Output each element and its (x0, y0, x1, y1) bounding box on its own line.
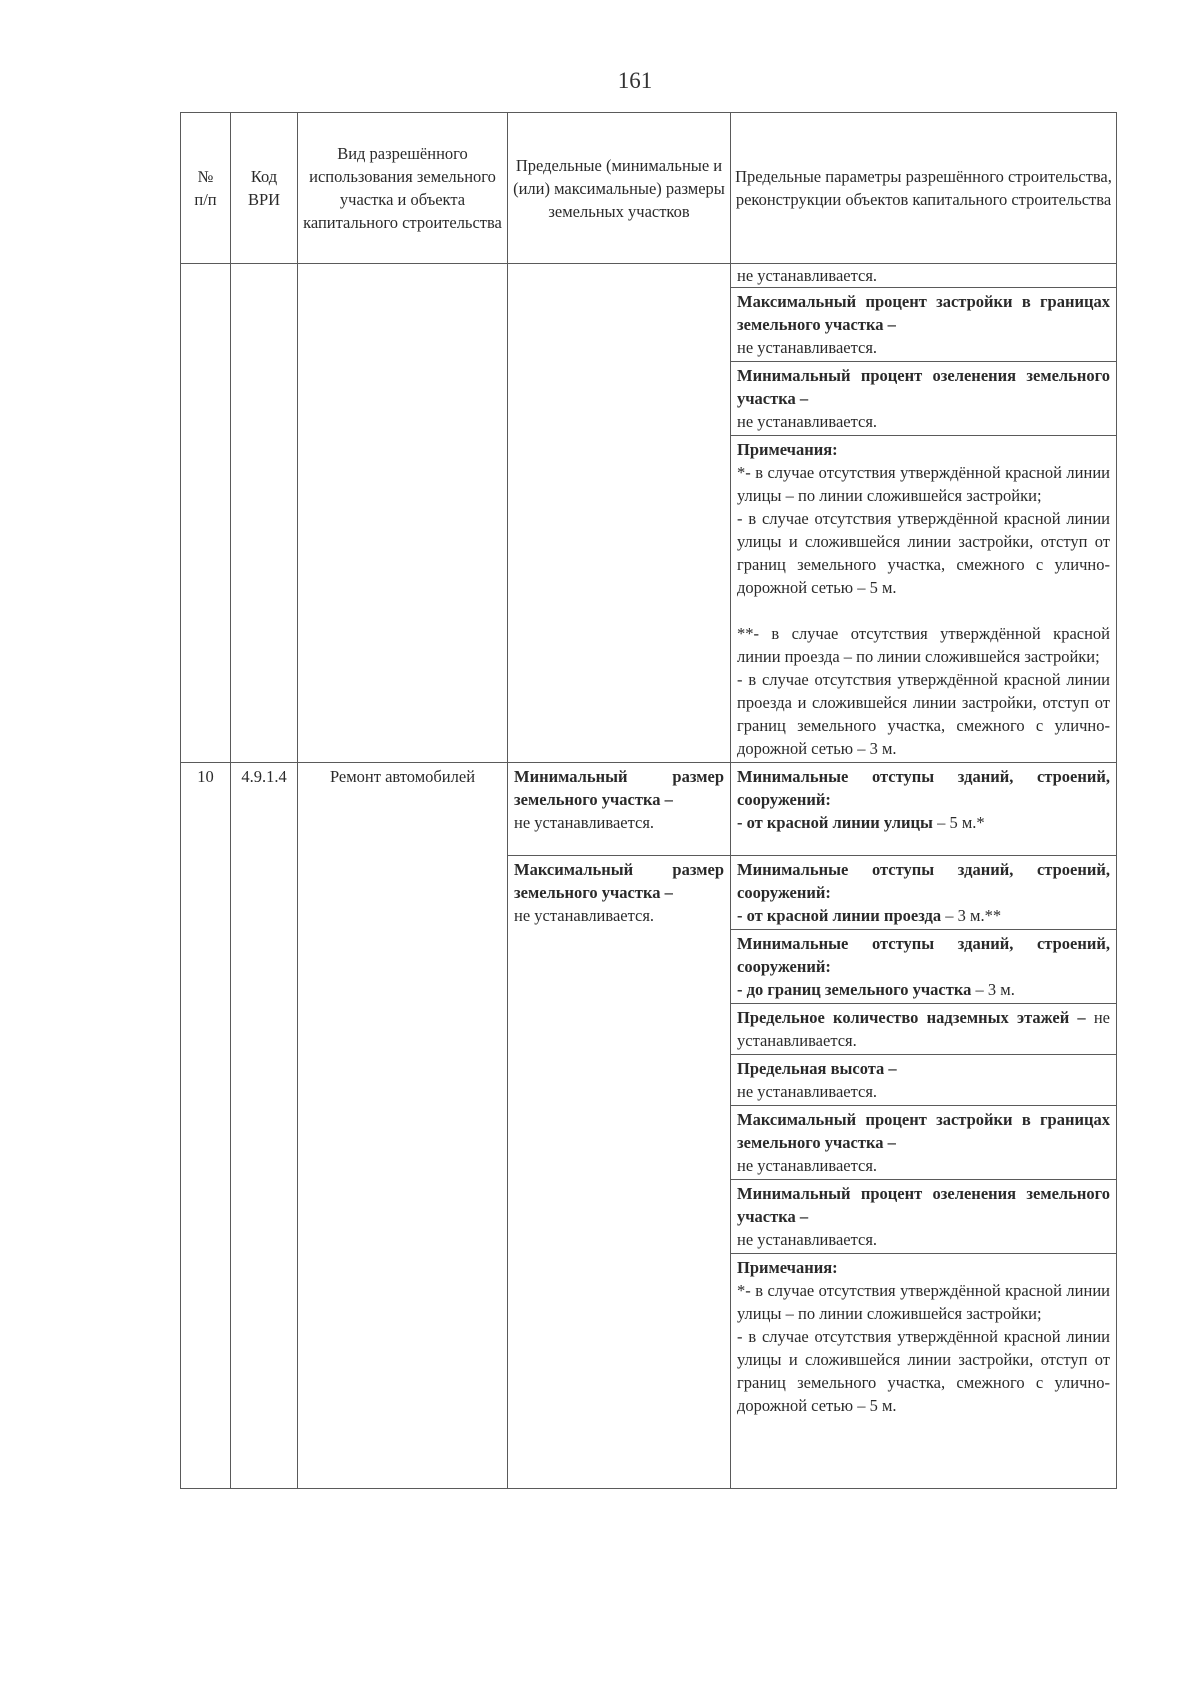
param-cell (731, 1004, 1117, 1055)
param-title: Предельное количество надземных этажей – (737, 1008, 1086, 1027)
param-value: - от красной линии проезда (737, 906, 942, 925)
notes-cell (731, 436, 1117, 763)
param-title: Предельная высота – (737, 1059, 897, 1078)
param-title: Максимальный процент застройки в границах земельного участка – (737, 292, 1110, 334)
notes-title: Примечания: (737, 1258, 838, 1277)
param-tail: – 3 м.** (941, 906, 1002, 925)
zoning-table (180, 112, 1117, 1489)
plot-size-min-value: не устанавливается. (514, 813, 655, 832)
header-num: № п/п (181, 113, 231, 264)
param-cell (731, 763, 1117, 856)
param-value: не устанавливается. (737, 1008, 1110, 1050)
param-cell (731, 288, 1117, 362)
param-title: Минимальные отступы зданий, строений, сооружений: (737, 767, 1110, 809)
param-title: Минимальный процент озеленения земельного участка – (737, 1184, 1110, 1226)
note-text: - в случае отсутствия утверждённой красной линии проезда и сложившейся линии застройки, отступ от границ земельного участка, смежного с улично-дорожной сетью – 3 м. (737, 670, 1110, 758)
plot-size-min-title: Минимальный размер земельного участка – (514, 767, 724, 809)
note-text: *- в случае отсутствия утверждённой красной линии улицы – по линии сложившейся застройки; (737, 463, 1110, 505)
param-tail: – 5 м.* (932, 813, 985, 832)
param-value: не устанавливается. (737, 1230, 878, 1249)
plot-size-max-cell (508, 856, 731, 1489)
param-title: Минимальные отступы зданий, строений, сооружений: (737, 860, 1110, 902)
cell-use-type: Ремонт автомобилей (298, 763, 508, 1489)
param-value: не устанавливается. (737, 1082, 878, 1101)
cell-code (231, 264, 298, 763)
param-cell (731, 362, 1117, 436)
cell-use-type (298, 264, 508, 763)
param-value: не устанавливается. (737, 266, 878, 285)
param-title: Минимальный процент озеленения земельного участка – (737, 366, 1110, 408)
param-tail: – 3 м. (971, 980, 1015, 999)
param-cell (731, 930, 1117, 1004)
note-text: *- в случае отсутствия утверждённой красной линии улицы – по линии сложившейся застройки; (737, 1281, 1110, 1323)
param-cell (731, 856, 1117, 930)
param-cell (731, 1106, 1117, 1180)
param-cell (731, 1180, 1117, 1254)
note-text: - в случае отсутствия утверждённой красной линии улицы и сложившейся линии застройки, отступ от границ земельного участка, смежного с улично-дорожной сетью – 5 м. (737, 509, 1110, 597)
param-title: Максимальный процент застройки в границах земельного участка – (737, 1110, 1110, 1152)
param-value: - от красной линии улицы (737, 813, 933, 832)
notes-title: Примечания: (737, 440, 838, 459)
table-header-row (181, 113, 1117, 264)
cell-plot-size (508, 264, 731, 763)
plot-size-max-title: Максимальный размер земельного участка – (514, 860, 724, 902)
page-number: 161 (617, 68, 653, 93)
header-code: Код ВРИ (231, 113, 298, 264)
header-use-type: Вид разрешённого использования земельного участка и объекта капитального строительства (298, 113, 508, 264)
note-text: - в случае отсутствия утверждённой красной линии улицы и сложившейся линии застройки, отступ от границ земельного участка, смежного с улично-дорожной сетью – 5 м. (737, 1327, 1110, 1415)
param-value: не устанавливается. (737, 1156, 878, 1175)
param-title: Минимальные отступы зданий, строений, сооружений: (737, 934, 1110, 976)
plot-size-max-value: не устанавливается. (514, 906, 655, 925)
cell-num: 10 (181, 763, 231, 1489)
header-plot-size: Предельные (минимальные и (или) максимальные) размеры земельных участков (508, 113, 731, 264)
table-row (181, 264, 1117, 288)
param-cell (731, 1055, 1117, 1106)
param-value: - до границ земельного участка (737, 980, 972, 999)
param-cell (731, 264, 1117, 288)
cell-num (181, 264, 231, 763)
plot-size-min-cell (508, 763, 731, 856)
table-row-10 (181, 763, 1117, 856)
param-value: не устанавливается. (737, 338, 878, 357)
header-build-params: Предельные параметры разрешённого строительства, реконструкции объектов капитального строительства (731, 113, 1117, 264)
param-value: не устанавливается. (737, 412, 878, 431)
cell-code: 4.9.1.4 (231, 763, 298, 1489)
notes-cell (731, 1254, 1117, 1489)
note-text: **- в случае отсутствия утверждённой красной линии проезда – по линии сложившейся застройки; (737, 624, 1110, 666)
